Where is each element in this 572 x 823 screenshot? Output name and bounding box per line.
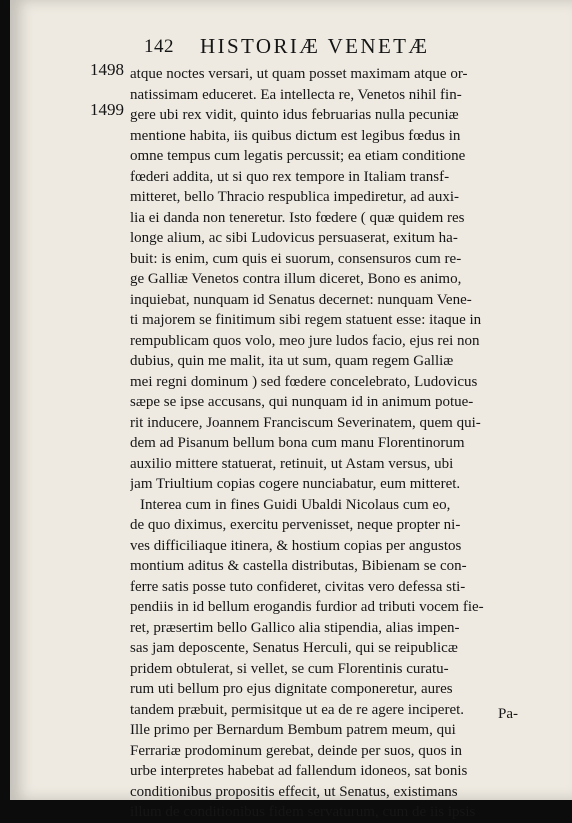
text-line: conditionibus propositis effecit, ut Senatus, existimans <box>130 783 458 800</box>
text-line: Ille primo per Bernardum Bembum patrem meum, qui <box>130 722 456 738</box>
text-line: sas jam deposcente, Senatus Herculi, qui se reipublicæ <box>130 640 458 656</box>
catchword: Pa- <box>498 706 518 722</box>
text-line: urbe interpretes habebat ad fallendum idoneos, sat bonis <box>130 763 468 779</box>
text-line: mitteret, bello Thracio respublica impediretur, ad auxi- <box>130 189 460 205</box>
text-line: Ferrariæ prodominum gerebat, deinde per suos, quos in <box>130 742 463 759</box>
text-line: ret, præsertim bello Gallico alia stipendia, alias impen- <box>130 619 460 636</box>
text-line: pendiis in id bellum erogandis furdior ad tributi vocem fie- <box>130 599 484 615</box>
text-line: omne tempus cum legatis percussit; ea etiam conditione <box>130 148 466 164</box>
text-line: ves difficiliaque itinera, & hostium copias per angustos <box>130 537 462 554</box>
text-line: tandem præbuit, permisitque ut ea de re agere inciperet. <box>130 701 465 718</box>
text-line: natissimam educeret. Ea intellecta re, Venetos nihil fin- <box>130 86 462 103</box>
text-line: buit: is enim, cum quis ei suorum, consensuros cum re- <box>130 250 462 267</box>
text-line: dem ad Pisanum bellum bona cum manu Florentinorum <box>130 435 465 451</box>
text-line: rempublicam quos volo, meo jure ludos facio, ejus rei non <box>130 332 480 349</box>
text-line: rum uti bellum pro ejus dignitate componeretur, aures <box>130 681 453 697</box>
text-line: illum de conditionibus fidem servaturum, cum de iis ipsis <box>130 804 476 820</box>
page-number: 142 <box>144 36 174 57</box>
body-text <box>130 64 540 823</box>
text-line: jam Triultium copias cogere nunciabatur, eum mitteret. <box>130 476 461 492</box>
text-line: inquiebat, nunquam id Senatus decernet: nunquam Vene- <box>130 291 472 308</box>
text-line: longe alium, ac sibi Ludovicus persuaserat, exitum ha- <box>130 230 458 246</box>
text-line: de quo diximus, exercitu pervenisset, neque propter ni- <box>130 517 461 533</box>
text-line: ti majorem se finitimum sibi regem statuent esse: itaque in <box>130 312 482 328</box>
text-line: ge Galliæ Venetos contra illum diceret, Bono es animo, <box>130 271 462 287</box>
text-line: atque noctes versari, ut quam posset maximam atque or- <box>130 66 468 82</box>
text-line: Interea cum in fines Guidi Ubaldi Nicolaus cum eo, <box>140 496 451 513</box>
text-line: lia ei danda non teneretur. Isto fœdere ( quæ quidem res <box>130 209 465 226</box>
text-line: gere ubi rex vidit, quinto idus februarias nulla pecuniæ <box>130 107 459 123</box>
running-head <box>10 34 572 58</box>
text-line: mei regni dominum ) sed fœdere concelebrato, Ludovicus <box>130 373 478 390</box>
margin-year: 1499 <box>90 100 124 119</box>
text-line: rit inducere, Joannem Franciscum Severinatem, quem qui- <box>130 414 481 431</box>
text-line: fœderi addita, ut si quo rex tempore in Italiam transf- <box>130 168 450 185</box>
text-line: pridem obtulerat, si vellet, se cum Florentinis curatu- <box>130 660 449 677</box>
text-line: auxilio mittere statuerat, retinuit, ut Astam versus, ubi <box>130 455 454 472</box>
margin-year: 1498 <box>90 60 124 79</box>
text-line: dubius, quin me malit, ita ut sum, quam regem Galliæ <box>130 353 454 369</box>
text-line: ferre satis posse tuto confideret, civitas vero defessa sti- <box>130 578 466 595</box>
book-page <box>10 0 572 820</box>
text-line: sæpe se ipse accusans, qui nunquam id in animum potue- <box>130 394 474 410</box>
text-line: montium aditus & castella distributas, Bibienam se con- <box>130 558 467 574</box>
text-line: mentione habita, iis quibus dictum est legibus fœdus in <box>130 127 461 144</box>
page-header-title: HISTORIÆ VENETÆ <box>200 34 430 58</box>
